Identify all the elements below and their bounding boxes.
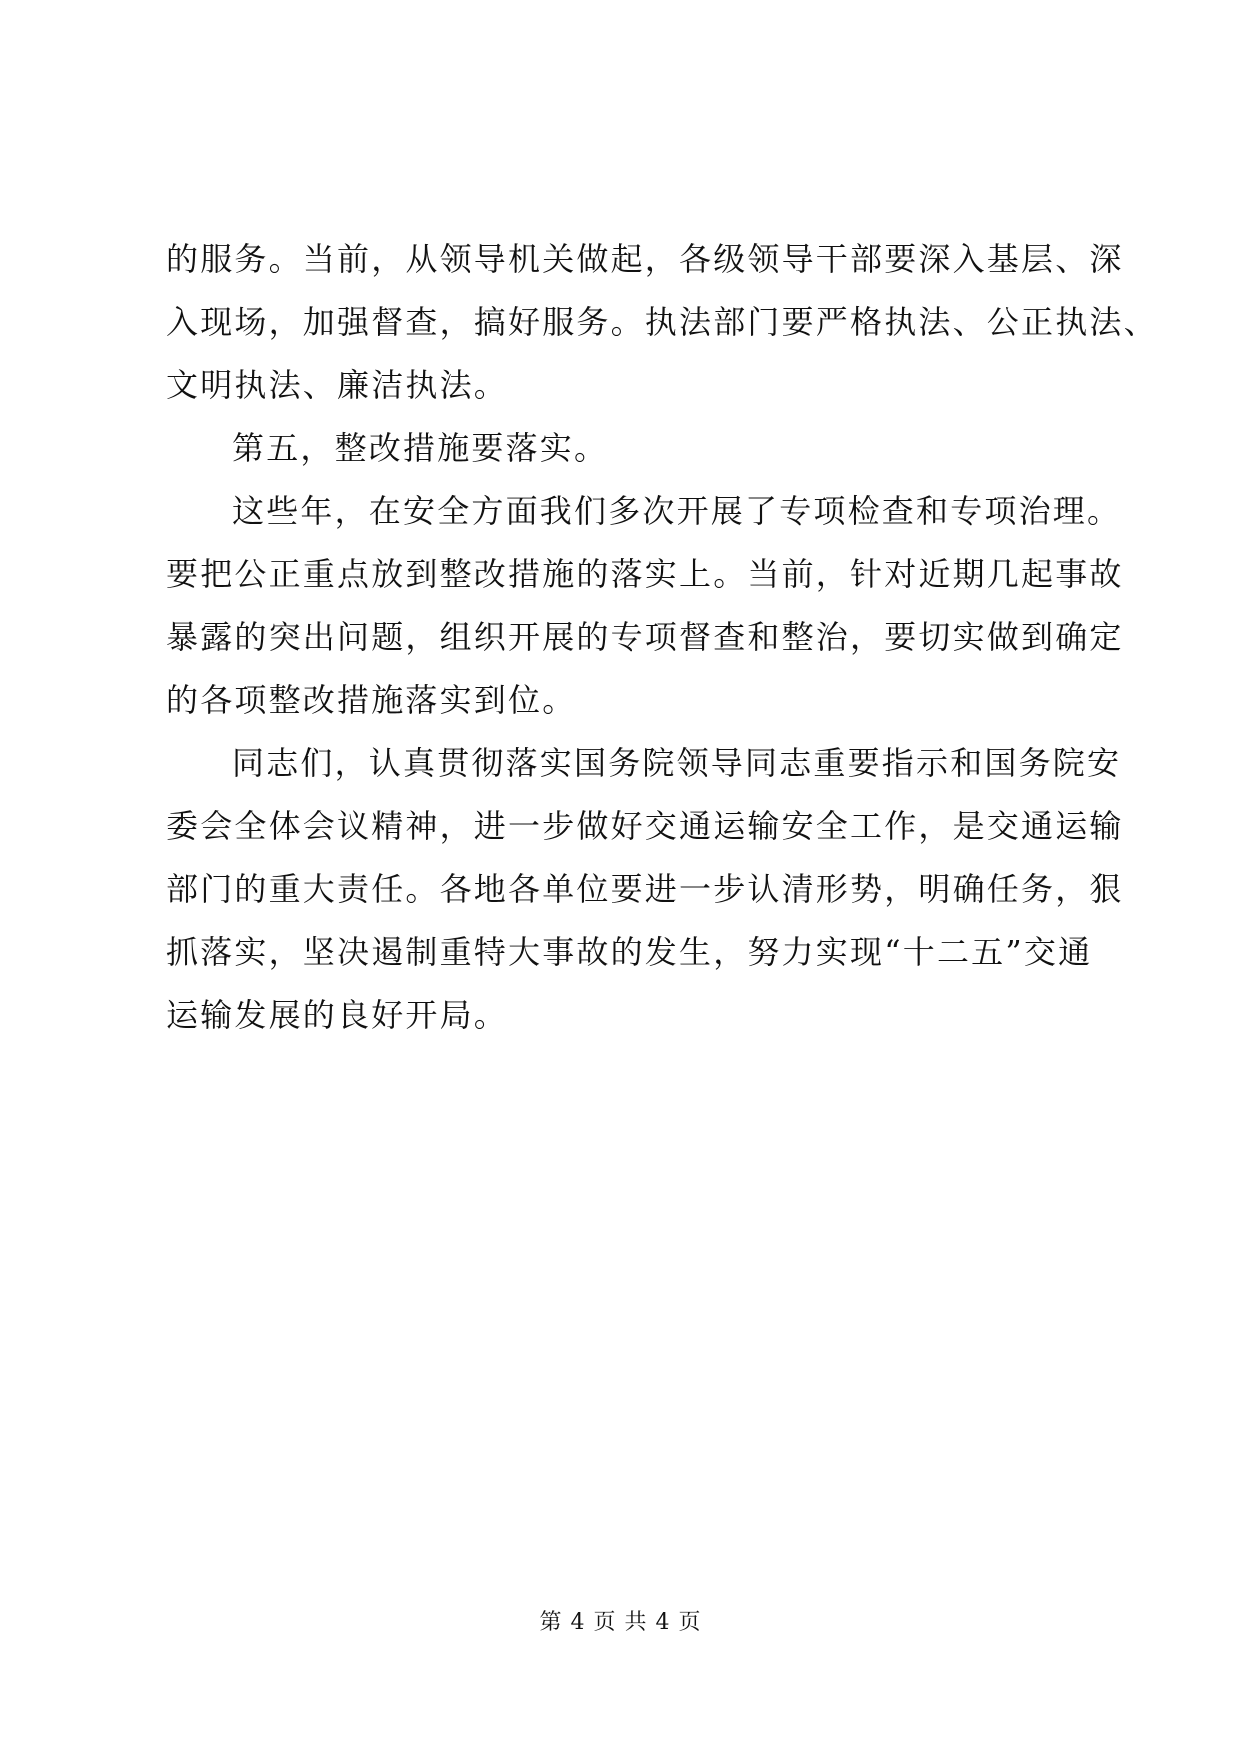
paragraph-line: 这些年，在安全方面我们多次开展了专项检查和专项治理。 xyxy=(232,492,1122,530)
paragraph-line: 入现场，加强督查，搞好服务。执法部门要严格执法、公正执法、 xyxy=(166,303,1158,341)
paragraph-line: 要把公正重点放到整改措施的落实上。当前，针对近期几起事故 xyxy=(166,555,1124,593)
document-body xyxy=(166,228,1158,1047)
paragraph-line: 的各项整改措施落实到位。 xyxy=(166,681,577,719)
paragraph-line: 暴露的突出问题，组织开展的专项督查和整治，要切实做到确定 xyxy=(166,618,1124,656)
paragraph-line: 委会全体会议精神，进一步做好交通运输安全工作，是交通运输 xyxy=(166,807,1124,845)
paragraph-line: 运输发展的良好开局。 xyxy=(166,996,509,1034)
section-heading-fifth: 第五，整改措施要落实。 xyxy=(232,429,609,467)
paragraph-line: 同志们，认真贯彻落实国务院领导同志重要指示和国务院安 xyxy=(232,744,1122,782)
paragraph-line: 的服务。当前，从领导机关做起，各级领导干部要深入基层、深 xyxy=(166,240,1124,278)
paragraph-line: 文明执法、廉洁执法。 xyxy=(166,366,509,404)
paragraph-line: 部门的重大责任。各地各单位要进一步认清形势，明确任务，狠 xyxy=(166,870,1124,908)
page-number-footer: 第 4 页 共 4 页 xyxy=(539,1610,702,1635)
paragraph-line: 抓落实，坚决遏制重特大事故的发生，努力实现“十二五”交通 xyxy=(166,933,1093,971)
